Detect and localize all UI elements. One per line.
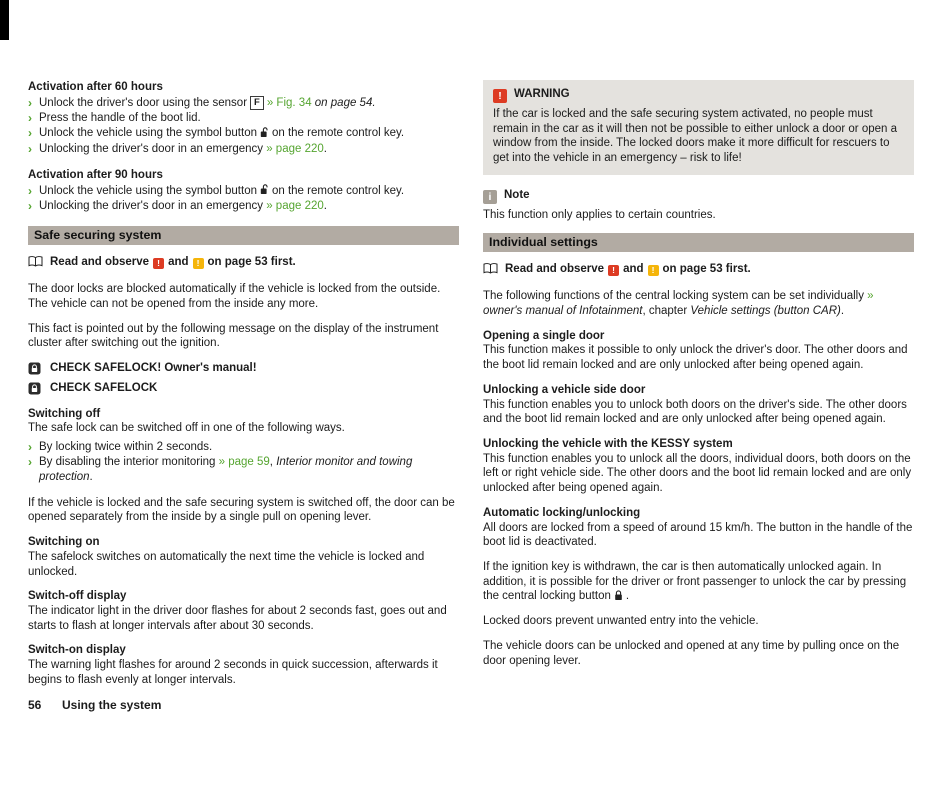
list-item xyxy=(28,96,459,111)
text-fragment: Unlock the vehicle using the symbol button xyxy=(39,127,257,140)
warning-icon xyxy=(493,89,507,103)
list-item-text: By locking twice within 2 seconds. xyxy=(39,440,213,453)
text-fragment: . xyxy=(89,471,93,484)
exclaim-glyph: ! xyxy=(498,90,502,102)
subheading-switch-on-display: Switch-on display xyxy=(28,644,126,657)
central-locking-button-icon xyxy=(614,590,623,601)
paragraph: All doors are locked from a speed of around 15 km/h. The button in the handle of the boot lid is deactivated. xyxy=(483,521,913,549)
unlock-symbol-icon xyxy=(260,127,269,138)
warning-ref-icon xyxy=(153,258,164,269)
cluster-message-text: CHECK SAFELOCK! Owner's manual! xyxy=(50,362,257,375)
text-fragment: . xyxy=(323,142,327,155)
text-fragment: Unlocking the driver's door in an emergency xyxy=(39,200,264,213)
subheading-switch-off-display: Switch-off display xyxy=(28,590,127,603)
exclaim-glyph: ! xyxy=(612,265,615,276)
text-fragment: , chapter xyxy=(642,304,691,317)
manual-book-icon xyxy=(28,256,43,267)
exclaim-glyph: ! xyxy=(157,258,160,269)
info-glyph: i xyxy=(488,190,492,203)
exclaim-glyph: ! xyxy=(651,265,655,276)
chevron-bullet-icon: › xyxy=(28,455,32,470)
read-and-observe-line xyxy=(28,255,459,270)
paragraph: This function enables you to unlock both doors on the driver's side. The other doors and the boot lid remain locked and are only unlocked after being opened again. xyxy=(483,398,907,426)
list-item xyxy=(28,455,459,484)
list-item-text xyxy=(39,142,459,157)
note-block xyxy=(483,188,914,223)
text-fragment: on page 54. xyxy=(311,96,376,109)
chevron-bullet-icon: › xyxy=(28,95,32,110)
activation-90-list xyxy=(28,184,459,215)
list-item-text xyxy=(39,455,459,484)
section-header-safe-securing-system: Safe securing system xyxy=(28,226,459,246)
cluster-message xyxy=(28,381,459,396)
text-fragment: . xyxy=(840,304,845,317)
heading-activation-60: Activation after 60 hours xyxy=(28,81,163,93)
check-safelock-symbol-icon xyxy=(28,362,41,375)
fig-34-link[interactable]: » Fig. 34 xyxy=(266,96,312,109)
paragraph: The vehicle doors can be unlocked and opened at any time by pulling once on the door opening lever. xyxy=(483,639,900,667)
cluster-message-text: CHECK SAFELOCK xyxy=(50,381,158,394)
text-fragment: Unlock the vehicle using the symbol button xyxy=(39,184,257,197)
text-fragment: . xyxy=(625,590,630,603)
right-column xyxy=(483,80,914,698)
text-fragment: Unlock the driver's door using the sensor xyxy=(39,96,248,109)
warning-header xyxy=(493,87,904,103)
sensor-button-f-key: F xyxy=(250,96,264,110)
text-fragment: on page 53 first. xyxy=(662,263,751,276)
subheading-switching-off: Switching off xyxy=(28,407,101,420)
list-item xyxy=(28,111,459,126)
list-item xyxy=(28,184,459,199)
text-fragment: , xyxy=(269,456,277,469)
subheading-opening-single-door: Opening a single door xyxy=(483,329,605,342)
list-item-text xyxy=(39,126,459,141)
chevron-bullet-icon: › xyxy=(28,126,32,141)
subheading-switching-on: Switching on xyxy=(28,536,100,549)
switch-off-list xyxy=(28,440,459,485)
infotainment-manual-link[interactable]: » xyxy=(863,290,874,303)
paragraph: The safelock switches on automatically the next time the vehicle is locked and unlocked. xyxy=(28,550,425,578)
text-fragment: Vehicle settings (button CAR) xyxy=(690,304,841,317)
page-59-link[interactable]: » page 59 xyxy=(215,456,270,469)
text-fragment: on the remote control key. xyxy=(271,184,405,197)
text-fragment: and xyxy=(168,256,189,269)
unlock-symbol-icon xyxy=(260,184,269,195)
warning-ref-icon xyxy=(608,265,619,276)
page-footer xyxy=(28,698,161,713)
heading-activation-90: Activation after 90 hours xyxy=(28,169,163,182)
list-item xyxy=(28,440,459,455)
list-item xyxy=(28,126,459,141)
note-body: This function only applies to certain countries. xyxy=(483,208,716,221)
intro-paragraph xyxy=(483,289,914,318)
text-fragment: By disabling the interior monitoring xyxy=(39,456,216,469)
list-item-text: Press the handle of the boot lid. xyxy=(39,112,201,125)
paragraph: The indicator light in the driver door flashes for about 2 seconds fast, goes out and starts to flash at longer intervals after about 30 seconds. xyxy=(28,605,447,632)
paragraph: This function makes it possible to only unlock the driver's door. The other doors and the boot lid remain locked and are only unlocked after being opened again. xyxy=(483,344,908,372)
list-item-text xyxy=(39,199,459,214)
chevron-bullet-icon: › xyxy=(28,199,32,214)
warning-title-text: WARNING xyxy=(514,88,570,100)
warning-box xyxy=(483,80,914,175)
paragraph: The door locks are blocked automatically if the vehicle is locked from the outside. The vehicle can not be opened from the inside any more. xyxy=(28,283,441,310)
note-title-text: Note xyxy=(504,188,530,201)
page-220-link[interactable]: » page 220 xyxy=(263,142,324,155)
paragraph xyxy=(483,560,914,604)
text-fragment: The following functions of the central locking system can be set individually xyxy=(483,290,864,303)
chevron-bullet-icon: › xyxy=(28,111,32,126)
chevron-bullet-icon: › xyxy=(28,183,32,198)
check-safelock-symbol-icon xyxy=(28,382,41,395)
note-icon xyxy=(483,190,497,204)
cluster-message xyxy=(28,361,459,376)
read-and-observe-line xyxy=(483,262,914,277)
exclaim-glyph: ! xyxy=(196,258,200,269)
footer-section-label: Using the system xyxy=(62,698,162,712)
text-fragment: If the ignition key is withdrawn, the car is then automatically unlocked again. In addition, it is possible for the driver or front passenger to unlock the car by pressing the central locking button xyxy=(483,560,907,603)
list-item-text xyxy=(39,96,459,111)
paragraph: The safe lock can be switched off in one of the following ways. xyxy=(28,422,345,435)
text-fragment: Interior monitor and towing protection xyxy=(39,456,413,484)
text-fragment: Read and observe xyxy=(505,263,605,276)
page-content xyxy=(28,80,914,698)
paragraph: This function enables you to unlock all the doors, individual doors, both doors on the left or right vehicle side. The other doors and the boot lid remain locked and are only unlocked after being opened again. xyxy=(483,452,912,495)
caution-ref-icon xyxy=(648,265,659,276)
note-header xyxy=(483,188,914,204)
page-number: 56 xyxy=(28,698,42,712)
text-fragment: Read and observe xyxy=(50,256,150,269)
caution-ref-icon xyxy=(193,258,204,269)
warning-body: If the car is locked and the safe securing system activated, no people must remain in the car as it will then not be possible to either unlock a door or open a window from the inside. The locked doors make it more difficult for rescuers to get into the vehicle in an emergency – risk to life! xyxy=(493,108,898,165)
subheading-automatic-locking: Automatic locking/unlocking xyxy=(483,506,641,519)
list-item xyxy=(28,142,459,157)
text-fragment: and xyxy=(623,263,644,276)
list-item xyxy=(28,199,459,214)
section-header-individual-settings: Individual settings xyxy=(483,233,914,253)
page-220-link[interactable]: » page 220 xyxy=(263,200,324,213)
paragraph: This fact is pointed out by the following message on the display of the instrument cluster after switching out the ignition. xyxy=(28,322,439,350)
left-column xyxy=(28,80,459,698)
subheading-unlocking-side-door: Unlocking a vehicle side door xyxy=(483,383,646,396)
text-fragment: owner's manual of Infotainment xyxy=(483,304,643,317)
text-fragment: on the remote control key. xyxy=(271,127,405,140)
paragraph: Locked doors prevent unwanted entry into the vehicle. xyxy=(483,615,759,628)
text-fragment: on page 53 first. xyxy=(207,256,296,269)
subheading-unlocking-kessy: Unlocking the vehicle with the KESSY system xyxy=(483,437,733,450)
paragraph: The warning light flashes for around 2 seconds in quick succession, afterwards it begins to flash evenly at longer intervals. xyxy=(28,659,438,686)
text-fragment: . xyxy=(323,200,327,213)
cluster-messages xyxy=(28,361,459,395)
chevron-bullet-icon: › xyxy=(28,141,32,156)
chevron-bullet-icon: › xyxy=(28,439,32,454)
activation-60-list xyxy=(28,96,459,157)
paragraph: If the vehicle is locked and the safe securing system is switched off, the door can be opened separately from the inside by a single pull on opening lever. xyxy=(28,496,455,524)
list-item-text xyxy=(39,184,459,199)
print-registration-mark xyxy=(0,0,9,40)
manual-book-icon xyxy=(483,263,498,274)
text-fragment: Unlocking the driver's door in an emergency xyxy=(39,142,264,155)
